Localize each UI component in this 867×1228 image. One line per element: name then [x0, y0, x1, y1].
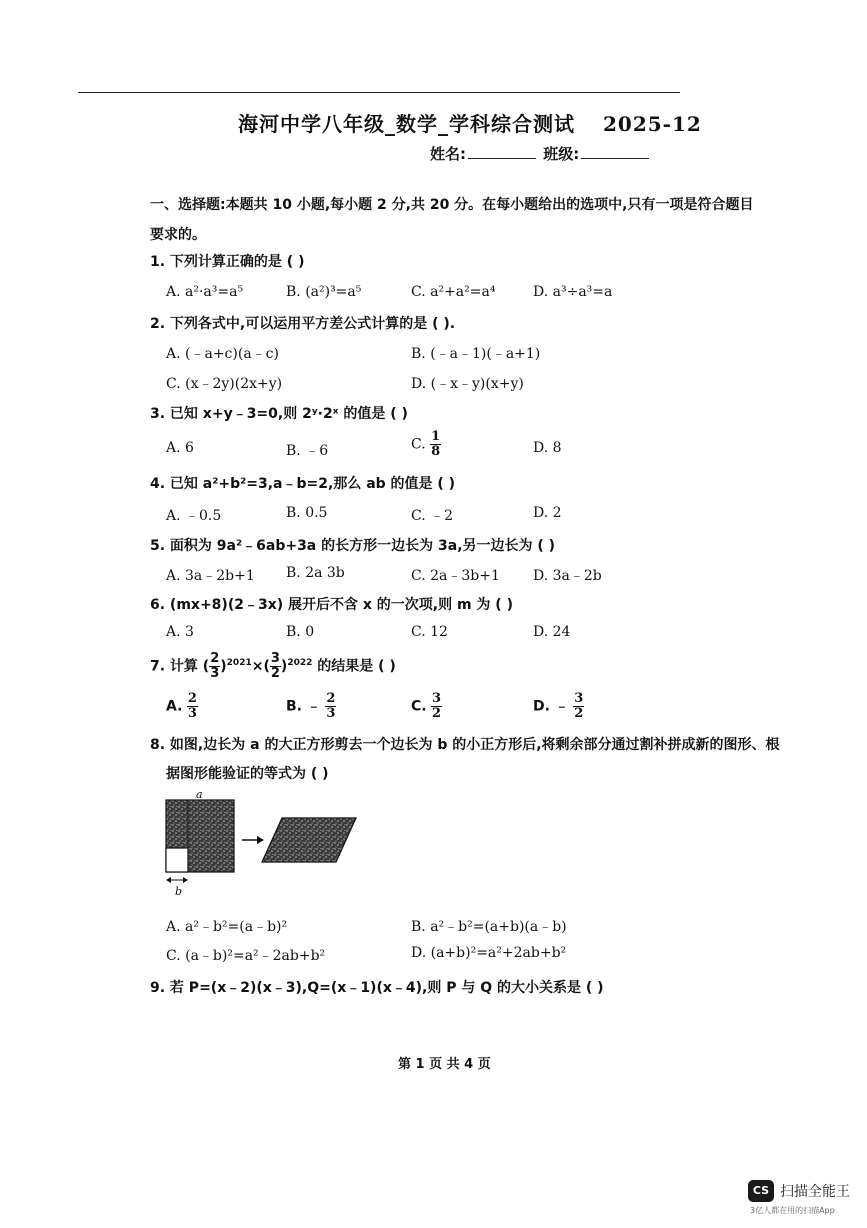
q5-option-d: D. 3a﹣2b: [533, 568, 602, 584]
question-4-stem: 4. 已知 a²+b²=3,a﹣b=2,那么 ab 的值是 ( ): [150, 476, 456, 492]
q8-option-a: A. a²﹣b²=(a﹣b)²: [166, 919, 288, 935]
question-9-stem: 9. 若 P=(x﹣2)(x﹣3),Q=(x﹣1)(x﹣4),则 P 与 Q 的大小关系是 ( ): [150, 980, 604, 996]
q2-option-b: B. (﹣a﹣1)(﹣a+1): [411, 346, 541, 362]
q8-option-c: C. (a﹣b)²=a²﹣2ab+b²: [166, 948, 326, 964]
q7-stem-pre: 7. 计算: [150, 658, 198, 675]
q7-option-a-fraction: [187, 692, 198, 721]
fraction-denominator: 3: [326, 706, 336, 721]
q6-option-b: B. 0: [286, 624, 315, 640]
question-2-stem: 2. 下列各式中,可以运用平方差公式计算的是 ( ).: [150, 316, 456, 332]
q5-option-b: B. 2a 3b: [286, 565, 345, 581]
q7-stem-post: 的结果是 ( ): [317, 658, 396, 675]
scanner-watermark: [748, 1180, 858, 1216]
fraction-numerator: 1: [431, 429, 441, 444]
q7-option-b-fraction: [325, 692, 336, 721]
q3-option-c: [411, 430, 441, 459]
fraction-numerator: 3: [574, 691, 584, 706]
question-8-stem-line-2: 据图形能验证的等式为 ( ): [166, 766, 329, 782]
section-heading: 一、选择题:本题共 10 小题,每小题 2 分,共 20 分。在每小题给出的选项中,只有一项是符合题目要求的。: [150, 197, 754, 243]
fraction-numerator: 2: [210, 651, 220, 666]
b-arrow-right: [183, 877, 188, 883]
fraction-denominator: 2: [574, 706, 584, 721]
q2-option-a: A. (﹣a+c)(a﹣c): [166, 346, 279, 362]
fraction-denominator: 8: [431, 444, 441, 459]
transform-arrowhead: [257, 836, 264, 844]
fraction-denominator: 2: [432, 706, 442, 721]
q5-option-a: A. 3a﹣2b+1: [166, 568, 255, 584]
q7-option-c: [411, 692, 442, 721]
q7-times-sign: ×: [251, 658, 264, 675]
q1-option-d: D. a³÷a³=a: [533, 284, 613, 300]
question-3-stem: 3. 已知 x+y﹣3=0,则 2ʸ·2ˣ 的值是 ( ): [150, 406, 408, 422]
q1-option-a: A. a²·a³=a⁵: [166, 284, 244, 300]
label-b: b: [175, 885, 183, 898]
q8-option-b: B. a²﹣b²=(a+b)(a﹣b): [411, 919, 567, 935]
q3-option-b: B. ﹣6: [286, 443, 329, 459]
q6-option-c: C. 12: [411, 624, 448, 640]
b-arrow-left: [166, 877, 171, 883]
question-5-stem: 5. 面积为 9a²﹣6ab+3a 的长方形一边长为 3a,另一边长为 ( ): [150, 538, 556, 554]
q7-option-c-fraction: [431, 692, 442, 721]
q7-base-fraction-1: [209, 652, 220, 681]
scanner-logo-icon: CS: [748, 1180, 774, 1202]
class-blank: [581, 146, 649, 159]
fraction-numerator: 2: [326, 691, 336, 706]
exam-title: [238, 108, 702, 137]
q4-option-a: A. ﹣0.5: [166, 508, 222, 524]
q5-option-c: C. 2a﹣3b+1: [411, 568, 500, 584]
scanner-tagline: 3亿人都在用的扫描App: [750, 1206, 835, 1215]
question-8-stem-line-1: 8. 如图,边长为 a 的大正方形剪去一个边长为 b 的小正方形后,将剩余部分通过割补拼成新的图形、根: [150, 737, 780, 753]
fraction-denominator: 3: [187, 706, 197, 721]
q3-option-c-label: C.: [411, 436, 426, 453]
question-1-stem: 1. 下列计算正确的是 ( ): [150, 254, 305, 270]
class-label: 班级:: [543, 145, 580, 163]
q7-option-a-label: A.: [166, 698, 183, 715]
q7-option-c-label: C.: [411, 698, 427, 715]
q4-option-c: C. ﹣2: [411, 508, 454, 524]
q7-base-fraction-2: [270, 652, 281, 681]
q4-option-d: D. 2: [533, 505, 562, 521]
fraction-denominator: 3: [210, 666, 220, 681]
page-footer: 第 1 页 共 4 页: [398, 1057, 491, 1072]
q7-option-b-label: B. ﹣: [286, 698, 321, 715]
small-square-cutout: [166, 848, 188, 872]
q7-option-d-label: D. ﹣: [533, 698, 569, 715]
fraction-numerator: 3: [270, 651, 280, 666]
title-text: 海河中学八年级_数学_学科综合测试: [238, 112, 575, 136]
fraction-numerator: 3: [432, 691, 442, 706]
q3-option-a: A. 6: [166, 440, 194, 456]
q3-option-c-fraction: [430, 430, 441, 459]
exam-date: 2025-12: [603, 112, 702, 136]
q2-option-d: D. (﹣x﹣y)(x+y): [411, 376, 524, 392]
question-6-stem: 6. (mx+8)(2﹣3x) 展开后不含 x 的一次项,则 m 为 ( ): [150, 597, 513, 613]
q8-figure: [160, 788, 370, 900]
q3-option-d: D. 8: [533, 440, 562, 456]
fraction-denominator: 2: [270, 666, 280, 681]
question-7-stem: 7. 计算 ( $\frac{2}{3}$ )$^{2021}$×( $\frac{3}{2}$ )$^{2022}$ 的结果是 ( ): [150, 651, 396, 681]
q1-option-b: B. (a²)³=a⁵: [286, 284, 362, 300]
q7-option-b: [286, 692, 336, 721]
top-rule: [78, 92, 680, 93]
q1-option-c: C. a²+a²=a⁴: [411, 284, 496, 300]
label-a: a: [196, 788, 203, 801]
q7-exponent-2: 2022: [287, 657, 313, 668]
name-blank: [468, 146, 536, 159]
student-info: [430, 143, 651, 164]
q6-option-d: D. 24: [533, 624, 571, 640]
q7-option-d: [533, 692, 584, 721]
q2-option-c: C. (x﹣2y)(2x+y): [166, 376, 283, 392]
scanner-app-name: 扫描全能王: [780, 1184, 850, 1200]
q7-option-d-fraction: [573, 692, 584, 721]
fraction-numerator: 2: [187, 691, 197, 706]
q8-option-d: D. (a+b)²=a²+2ab+b²: [411, 945, 567, 961]
q7-option-a: [166, 692, 198, 721]
q7-exponent-1: 2021: [226, 657, 252, 668]
name-label: 姓名:: [430, 145, 466, 163]
q6-option-a: A. 3: [166, 624, 194, 640]
q4-option-b: B. 0.5: [286, 505, 328, 521]
